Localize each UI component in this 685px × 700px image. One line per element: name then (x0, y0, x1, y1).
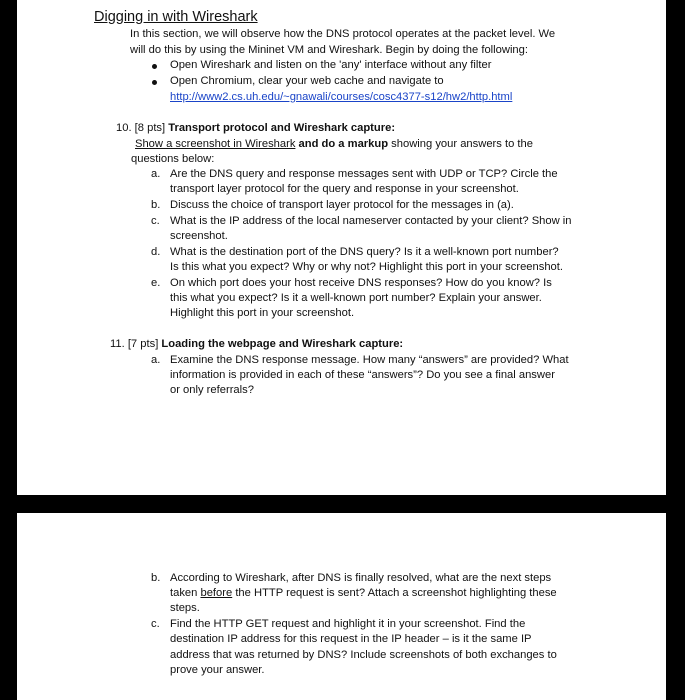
item-line: Highlight this port in your screenshot. (170, 307, 355, 319)
text-fragment: taken (170, 587, 201, 599)
intro-line: In this section, we will observe how the DNS protocol operates at the packet level. We (130, 28, 556, 40)
item-line: Is this what you expect? Why or why not? Highlight this port in your screenshot. (170, 261, 563, 273)
instruction-underlined: Show a screenshot in Wireshark (135, 138, 296, 150)
item-line: address that was returned by DNS? Include screenshots of both exchanges to (170, 649, 557, 661)
bullet-item: Open Wireshark and listen on the 'any' interface without any filter (170, 59, 492, 71)
item-line: What is the destination port of the DNS query? Is it a well-known port number? (170, 246, 559, 258)
item-label: d. (151, 246, 161, 258)
bullet-icon (152, 80, 157, 85)
item-label: c. (151, 618, 160, 630)
item-label: a. (151, 168, 161, 180)
instruction-line: questions below: (131, 153, 215, 165)
document-page-1 (17, 0, 666, 495)
item-label: a. (151, 354, 161, 366)
bullet-item: Open Chromium, clear your web cache and navigate to (170, 75, 444, 87)
item-label: e. (151, 277, 161, 289)
question-number: 11. [7 pts] (110, 338, 159, 350)
item-line: On which port does your host receive DNS responses? How do you know? Is (170, 277, 552, 289)
course-url-link[interactable]: http://www2.cs.uh.edu/~gnawali/courses/cosc4377-s12/hw2/http.html (170, 91, 513, 103)
item-line: What is the IP address of the local nameserver contacted by your client? Show in (170, 215, 572, 227)
question-heading: Transport protocol and Wireshark capture: (168, 122, 396, 134)
text-fragment: the HTTP request is sent? Attach a screenshot highlighting these (232, 587, 557, 599)
item-line: Are the DNS query and response messages sent with UDP or TCP? Circle the (170, 168, 558, 180)
item-line (170, 586, 557, 601)
bullet-icon (152, 64, 157, 69)
item-line: Find the HTTP GET request and highlight it in your screenshot. Find the (170, 618, 526, 630)
question-10-instructions (135, 137, 533, 152)
item-line: Discuss the choice of transport layer protocol for the messages in (a). (170, 199, 514, 211)
item-label: b. (151, 199, 161, 211)
question-11-header (110, 337, 403, 352)
item-line: prove your answer. (170, 664, 265, 676)
instruction-text: showing your answers to the (391, 138, 533, 150)
section-title: Digging in with Wireshark (94, 9, 258, 25)
document-page-2 (17, 513, 666, 700)
item-line: transport layer protocol for the query and response in your screenshot. (170, 183, 519, 195)
item-line: According to Wireshark, after DNS is finally resolved, what are the next steps (170, 572, 552, 584)
item-line: Examine the DNS response message. How many “answers” are provided? What (170, 354, 569, 366)
item-label: c. (151, 215, 160, 227)
underlined-word: before (200, 587, 233, 599)
item-line: destination IP address for this request in the IP header – is it the same IP (170, 633, 532, 645)
item-label: b. (151, 572, 161, 584)
item-line: or only referrals? (170, 384, 254, 396)
item-line: information is provided in each of these “answers”? Do you see a final answer (170, 369, 555, 381)
question-heading: Loading the webpage and Wireshark capture: (161, 338, 404, 350)
item-line: steps. (170, 602, 200, 614)
item-line: this what you expect? Is it a well-known port number? Explain your answer. (170, 292, 542, 304)
item-line: screenshot. (170, 230, 228, 242)
question-10-header (116, 121, 395, 136)
question-number: 10. [8 pts] (116, 122, 166, 134)
intro-line: will do this by using the Mininet VM and Wireshark. Begin by doing the following: (130, 44, 528, 56)
instruction-bold: and do a markup (298, 138, 389, 150)
